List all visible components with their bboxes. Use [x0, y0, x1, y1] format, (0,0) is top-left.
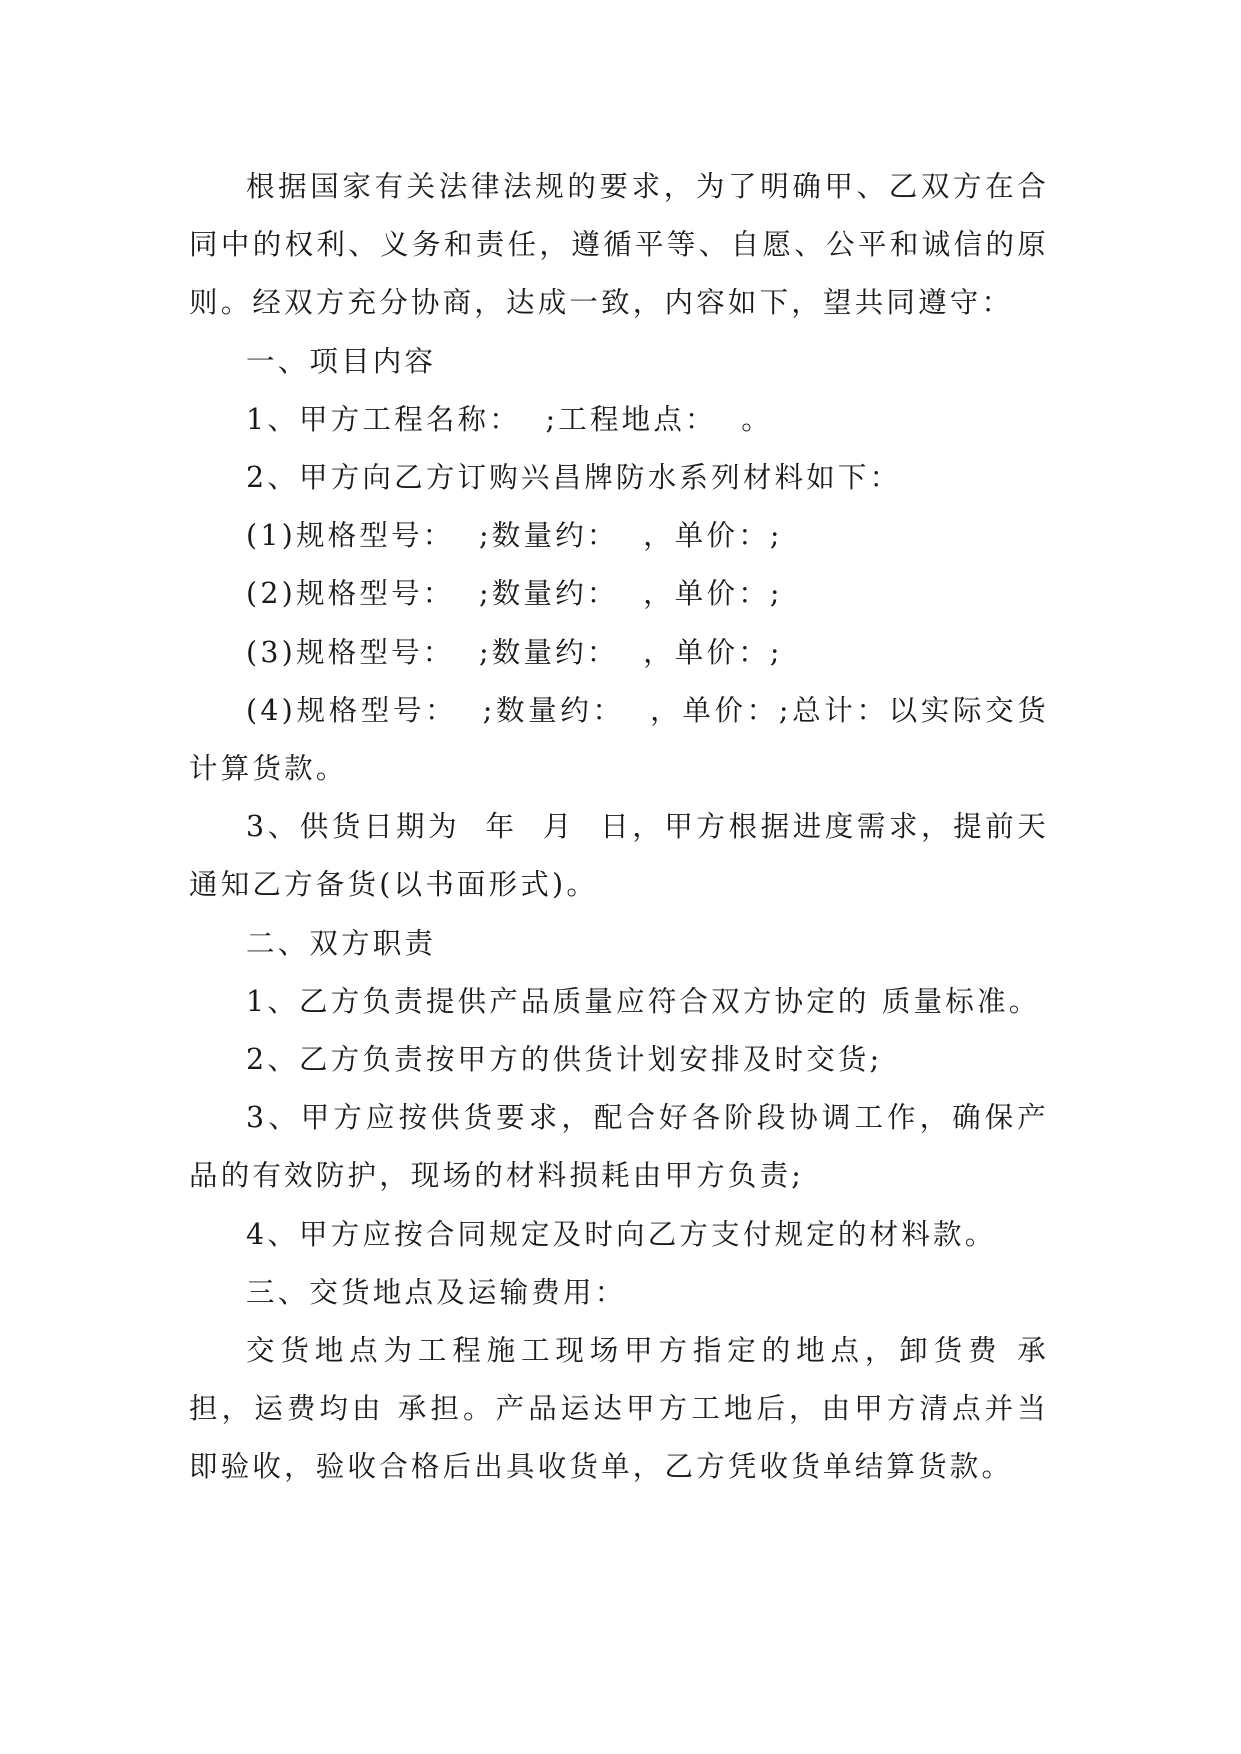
paragraph-responsibility-3: 3、甲方应按供货要求，配合好各阶段协调工作，确保产品的有效防护，现场的材料损耗由甲方负责;	[189, 1101, 1049, 1193]
paragraph-project-name: 1、甲方工程名称： ;工程地点： 。	[246, 402, 773, 436]
paragraph-responsibility-4: 4、甲方应按合同规定及时向乙方支付规定的材料款。	[246, 1217, 997, 1251]
document-body	[189, 158, 1049, 1497]
paragraph-spec-4: (4)规格型号： ;数量约： ，单价：;总计：以实际交货计算货款。	[189, 693, 1049, 786]
heading-delivery-location: 三、交货地点及运输费用：	[246, 1275, 627, 1309]
paragraph-spec-3: (3)规格型号： ;数量约： ，单价：;	[246, 635, 783, 669]
paragraph-spec-1: (1)规格型号： ;数量约： ，单价：;	[246, 519, 783, 553]
paragraph-responsibility-2: 2、乙方负责按甲方的供货计划安排及时交货;	[246, 1043, 883, 1077]
paragraph-spec-2: (2)规格型号： ;数量约： ，单价：;	[246, 577, 783, 611]
paragraph-delivery-terms: 交货地点为工程施工现场甲方指定的地点，卸货费 承担，运费均由 承担。产品运达甲方工地后，由甲方清点并当即验收，验收合格后出具收货单，乙方凭收货单结算货款。	[189, 1334, 1049, 1484]
paragraph-responsibility-1: 1、乙方负责提供产品质量应符合双方协定的 质量标准。	[246, 984, 1041, 1018]
paragraph-delivery-date: 3、供货日期为 年 月 日，甲方根据进度需求，提前天通知乙方备货(以书面形式)。	[189, 810, 1049, 902]
heading-responsibilities: 二、双方职责	[246, 926, 437, 960]
paragraph-preamble: 根据国家有关法律法规的要求，为了明确甲、乙双方在合同中的权利、义务和责任，遵循平等、自愿、公平和诚信的原则。经双方充分协商，达成一致，内容如下，望共同遵守：	[189, 170, 1049, 320]
heading-project-content: 一、项目内容	[246, 344, 437, 378]
paragraph-order-materials: 2、甲方向乙方订购兴昌牌防水系列材料如下：	[246, 461, 902, 495]
